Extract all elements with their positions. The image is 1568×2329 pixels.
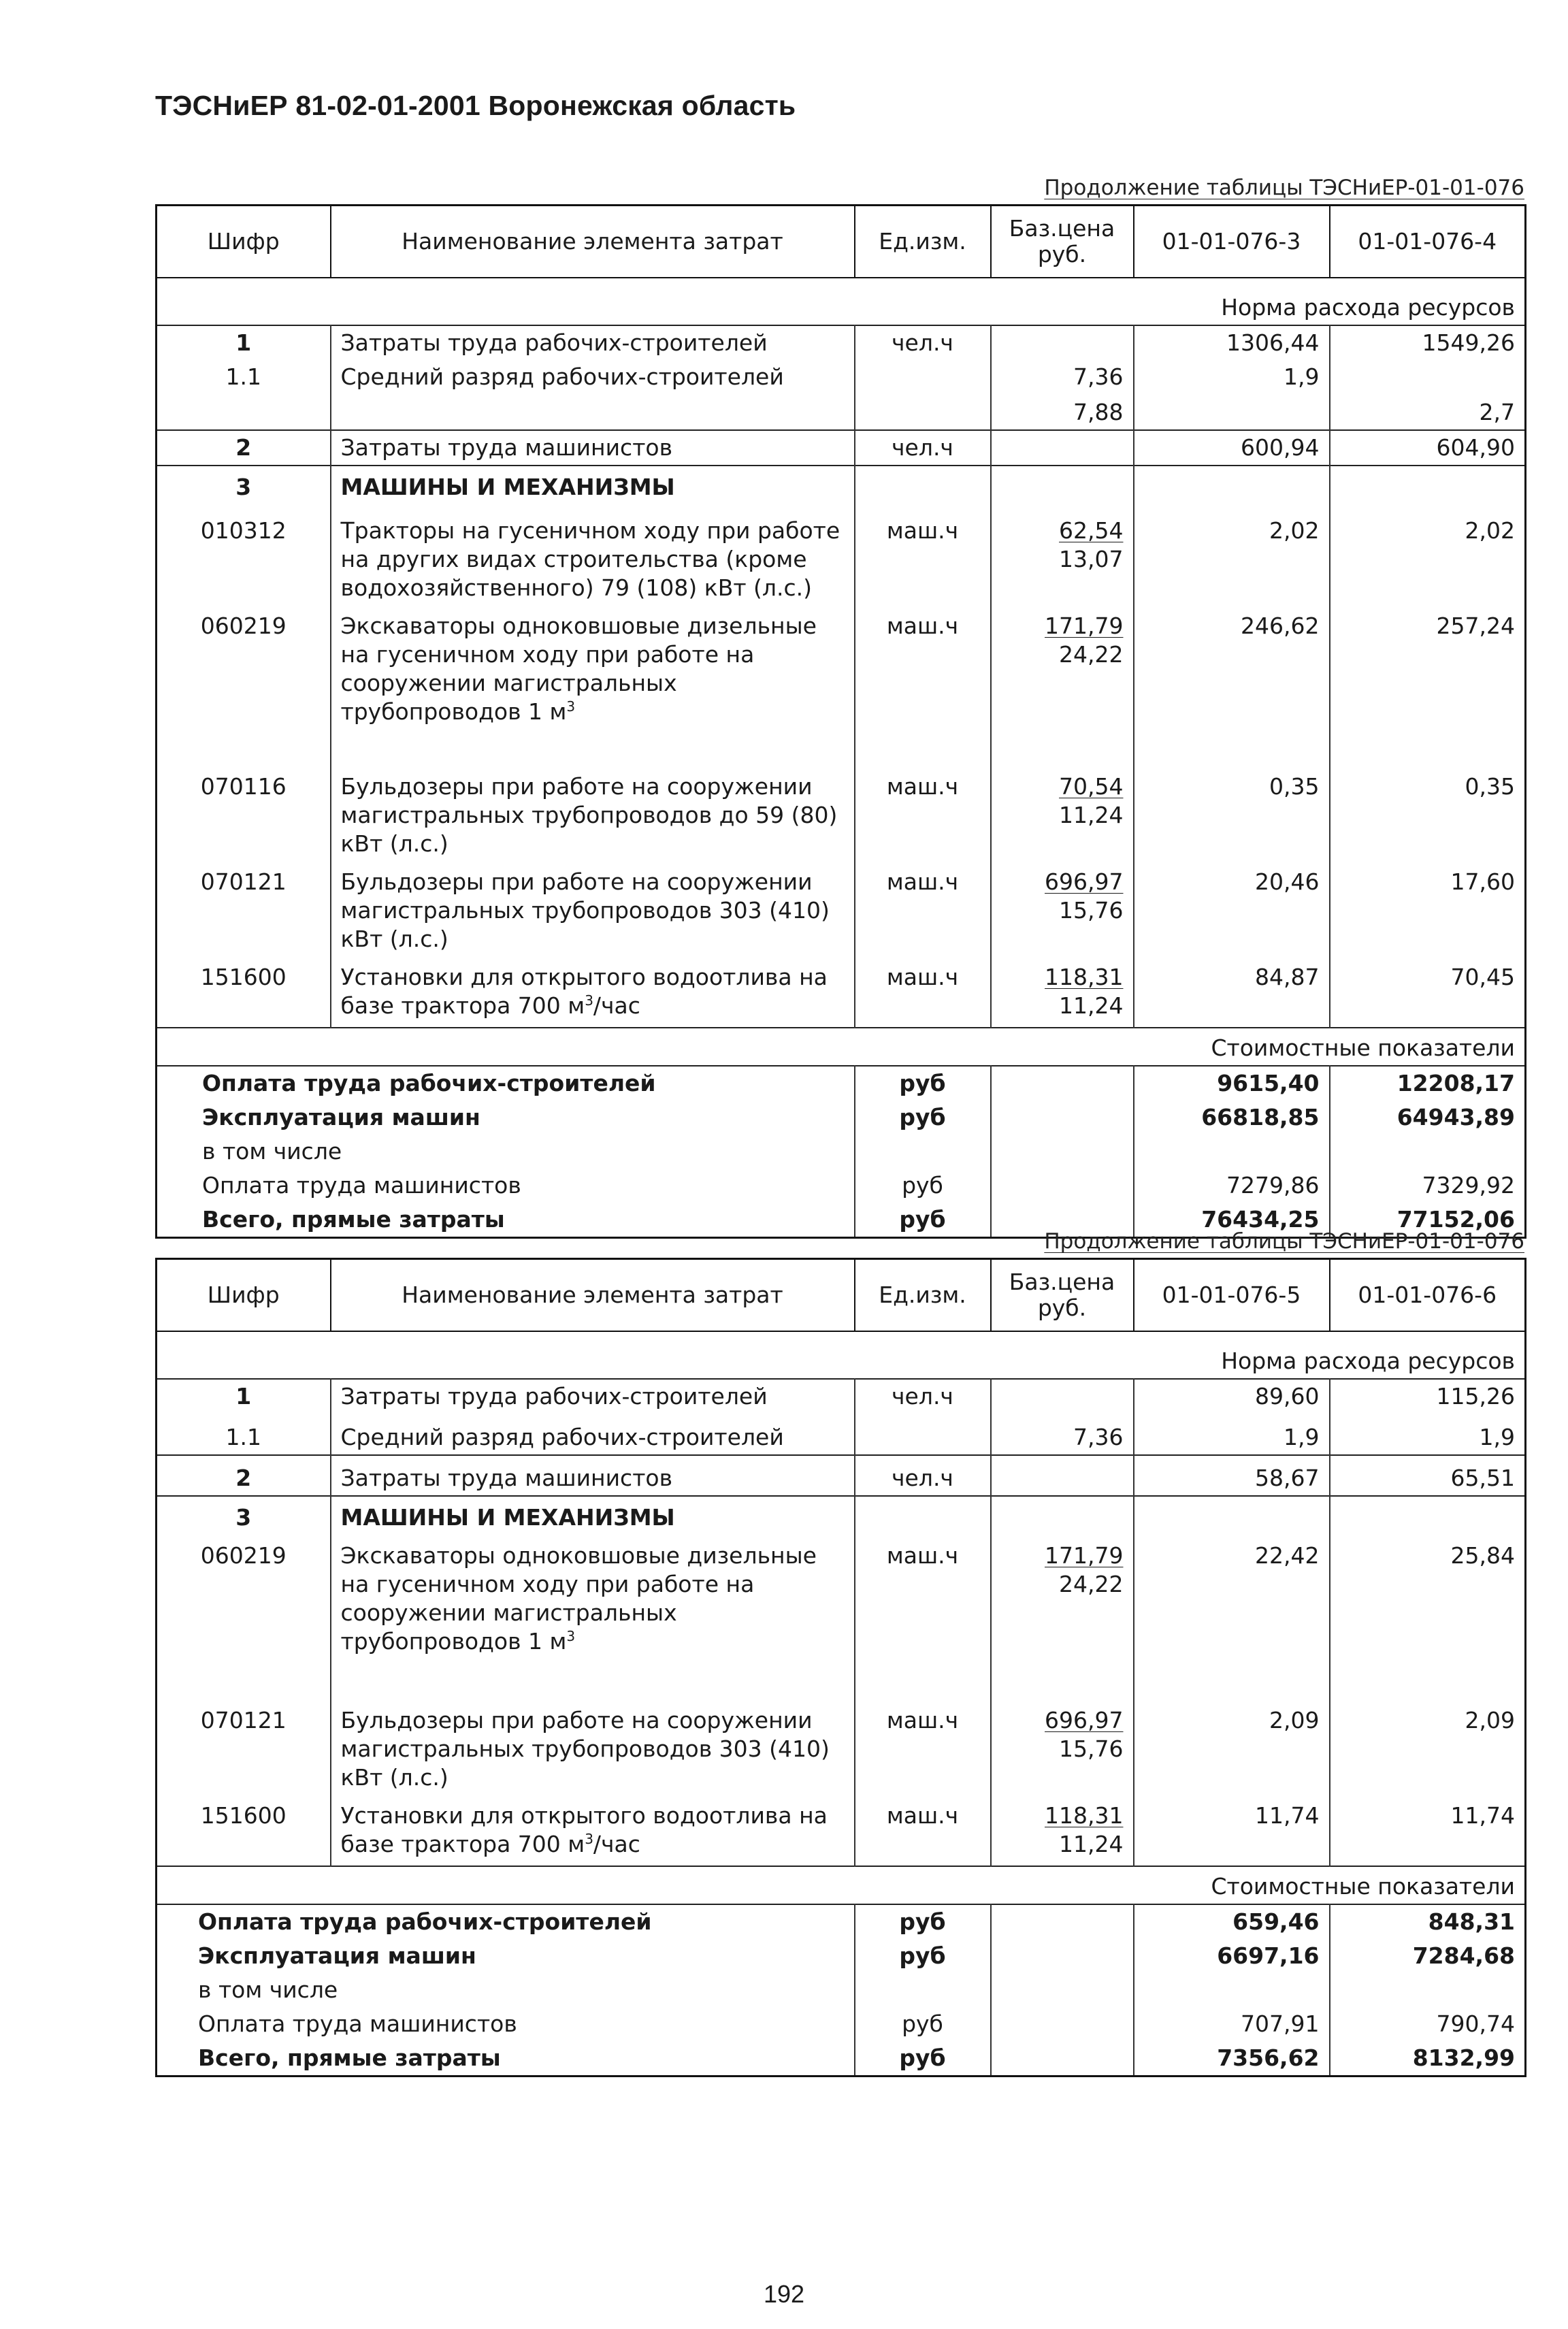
- col-header-norm-1: 01-01-076-5: [1134, 1259, 1330, 1332]
- resource-table-1: [155, 204, 1524, 1239]
- norm-label: Норма расхода ресурсов: [1221, 294, 1515, 321]
- table-row: 070121 Бульдозеры при работе на сооружении магистральных трубопроводов 303 (410) кВт (л.с.) маш.ч 696,97 15,76 20,46 17,60: [157, 861, 1526, 956]
- col-header-name: Наименование элемента затрат: [331, 1259, 855, 1332]
- cost-row: в том числе: [157, 1135, 1526, 1169]
- cost-label-row: [157, 1866, 1526, 1904]
- page-number: 192: [763, 2280, 805, 2308]
- cost-row: Оплата труда рабочих-строителей руб 659,46 848,31: [157, 1904, 1526, 1939]
- col-header-code: Шифр: [157, 1259, 331, 1332]
- table-row: 1.1 Средний разряд рабочих-строителей 7,36 7,88 1,9 2,7: [157, 360, 1526, 430]
- table-row-section: 3 МАШИНЫ И МЕХАНИЗМЫ: [157, 1496, 1526, 1535]
- norm-label-row: [157, 278, 1526, 325]
- norm-label-row: [157, 1331, 1526, 1379]
- table-header-row: [157, 206, 1526, 278]
- table-row: 1 Затраты труда рабочих-строителей чел.ч 1306,44 1549,26: [157, 325, 1526, 360]
- table-row: 1.1 Средний разряд рабочих-строителей 7,36 1,9 1,9: [157, 1414, 1526, 1455]
- table-row: 060219 Экскаваторы одноковшовые дизельные на гусеничном ходу при работе на сооружении магистральных трубопроводов 1 $м^3$ маш.ч 171,79 24,22 22,42 25,84: [157, 1535, 1526, 1704]
- col-header-norm-2: 01-01-076-4: [1330, 206, 1526, 278]
- document-title: ТЭСНиЕР 81-02-01-2001 Воронежская область: [155, 90, 796, 121]
- table-row: 060219 Экскаваторы одноковшовые дизельные на гусеничном ходу при работе на сооружении магистральных трубопроводов 1 $м^3$ маш.ч 171,79 24,22 246,62 257,24: [157, 605, 1526, 770]
- table-row: 070116 Бульдозеры при работе на сооружении магистральных трубопроводов до 59 (80) кВт (л.с.) маш.ч 70,54 11,24 0,35 0,35: [157, 770, 1526, 861]
- cost-row: Оплата труда машинистов руб 707,91 790,74: [157, 2007, 1526, 2041]
- cost-row: Оплата труда машинистов руб 7279,86 7329,92: [157, 1169, 1526, 1203]
- table-row-section: 3 МАШИНЫ И МЕХАНИЗМЫ: [157, 466, 1526, 504]
- table-row: 010312 Тракторы на гусеничном ходу при работе на других видах строительства (кроме водохозяйственного) 79 (108) кВт (л.с.) маш.ч 62,54 13,07 2,02 2,02: [157, 504, 1526, 605]
- table-caption: Продолжение таблицы ТЭСНиЕР-01-01-076: [1044, 176, 1524, 200]
- table-row: 151600 Установки для открытого водоотлива на базе трактора 700 $м^3$/час маш.ч 118,31 11,24 11,74 11,74: [157, 1795, 1526, 1866]
- table-row: 2 Затраты труда машинистов чел.ч 600,94 604,90: [157, 430, 1526, 466]
- cost-row: Эксплуатация машин руб 66818,85 64943,89: [157, 1101, 1526, 1135]
- cost-row: Эксплуатация машин руб 6697,16 7284,68: [157, 1939, 1526, 1973]
- col-header-norm-2: 01-01-076-6: [1330, 1259, 1526, 1332]
- table-header-row: [157, 1259, 1526, 1332]
- col-header-unit: Ед.изм.: [855, 206, 991, 278]
- cost-row: в том числе: [157, 1973, 1526, 2007]
- table-caption: Продолжение таблицы ТЭСНиЕР-01-01-076: [1044, 1229, 1524, 1254]
- cost-row: Всего, прямые затраты руб 7356,62 8132,99: [157, 2041, 1526, 2076]
- cost-row: Оплата труда рабочих-строителей руб 9615,40 12208,17: [157, 1066, 1526, 1101]
- cost-label: Стоимостные показатели: [157, 1866, 1526, 1904]
- col-header-name: Наименование элемента затрат: [331, 206, 855, 278]
- cost-label: Стоимостные показатели: [157, 1028, 1526, 1066]
- table-row: 1 Затраты труда рабочих-строителей чел.ч 89,60 115,26: [157, 1379, 1526, 1414]
- table-row: 070121 Бульдозеры при работе на сооружении магистральных трубопроводов 303 (410) кВт (л.с.) маш.ч 696,97 15,76 2,09 2,09: [157, 1704, 1526, 1795]
- cost-label-row: [157, 1028, 1526, 1066]
- resource-table-2: [155, 1258, 1524, 2077]
- col-header-price: Баз.цена руб.: [991, 1259, 1134, 1332]
- table-row: 151600 Установки для открытого водоотлива на базе трактора 700 $м^3$/час маш.ч 118,31 11,24 84,87 70,45: [157, 956, 1526, 1028]
- col-header-code: Шифр: [157, 206, 331, 278]
- col-header-norm-1: 01-01-076-3: [1134, 206, 1330, 278]
- col-header-unit: Ед.изм.: [855, 1259, 991, 1332]
- col-header-price: Баз.цена руб.: [991, 206, 1134, 278]
- table-row: 2 Затраты труда машинистов чел.ч 58,67 65,51: [157, 1455, 1526, 1496]
- cost-row: Всего, прямые затраты руб 76434,25 77152,06: [157, 1203, 1526, 1238]
- norm-label: Норма расхода ресурсов: [1221, 1348, 1515, 1374]
